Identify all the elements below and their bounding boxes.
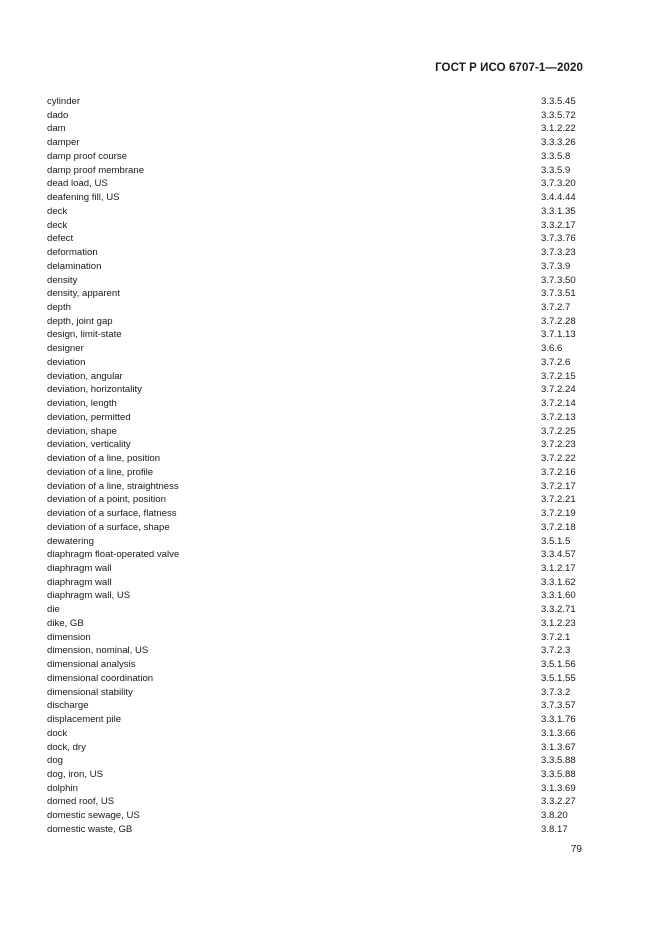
entry-ref: 3.8.17 [541, 823, 568, 835]
entry-ref: 3.7.2.21 [541, 494, 576, 506]
entry-term: dock, dry [47, 741, 86, 753]
standard-header: ГОСТ Р ИСО 6707-1—2020 [435, 62, 583, 74]
index-entry [47, 795, 578, 809]
entry-ref: 3.7.3.57 [541, 700, 576, 712]
entry-term: dolphin [47, 782, 78, 794]
index-entry [47, 246, 578, 260]
index-entry [47, 686, 578, 700]
entry-term: deviation, length [47, 398, 117, 410]
entry-term: dike, GB [47, 617, 84, 629]
entry-ref: 3.7.2.1 [541, 631, 571, 643]
index-entry [47, 589, 578, 603]
index-entry [47, 232, 578, 246]
index-entry [47, 493, 578, 507]
index-entry [47, 507, 578, 521]
entry-term: deviation, permitted [47, 411, 131, 423]
entry-ref: 3.1.3.67 [541, 741, 576, 753]
entry-term: displacement pile [47, 714, 122, 726]
entry-term: deck [47, 219, 68, 231]
entry-ref: 3.7.2.24 [541, 384, 576, 396]
index-entry [47, 397, 578, 411]
index-entry [47, 535, 578, 549]
entry-term: depth, joint gap [47, 315, 113, 327]
index-entry [47, 109, 578, 123]
entry-term: density [47, 274, 78, 286]
entry-term: dimensional coordination [47, 672, 154, 684]
entry-term: design, limit-state [47, 329, 122, 341]
entry-ref: 3.7.3.2 [541, 686, 571, 698]
entry-ref: 3.7.3.51 [541, 288, 576, 300]
entry-term: dock [47, 727, 68, 739]
index-entry [47, 342, 578, 356]
entry-term: diaphragm float-operated valve [47, 549, 180, 561]
entry-ref: 3.3.1.60 [541, 590, 576, 602]
entry-term: deviation, horizontality [47, 384, 142, 396]
entry-ref: 3.1.2.22 [541, 123, 576, 135]
entry-term: dam [47, 123, 66, 135]
index-entry [47, 672, 578, 686]
entry-ref: 3.7.2.23 [541, 439, 576, 451]
entry-ref: 3.6.6 [541, 343, 563, 355]
entry-term: dead load, US [47, 178, 108, 190]
index-entry [47, 370, 578, 384]
index-entry [47, 150, 578, 164]
entry-term: designer [47, 343, 84, 355]
entry-ref: 3.7.2.18 [541, 521, 576, 533]
entry-ref: 3.7.2.3 [541, 645, 571, 657]
entry-ref: 3.7.3.9 [541, 260, 571, 272]
index-entry [47, 562, 578, 576]
entry-term: deviation, verticality [47, 439, 131, 451]
index-entry [47, 95, 578, 109]
index-entry [47, 425, 578, 439]
entry-ref: 3.3.5.45 [541, 96, 576, 107]
index-entry [47, 205, 578, 219]
index-entry [47, 452, 578, 466]
entry-ref: 3.3.1.62 [541, 576, 576, 588]
entry-ref: 3.7.3.20 [541, 178, 576, 190]
index-entry [47, 383, 578, 397]
entry-term: dimension, nominal, US [47, 645, 149, 657]
entry-ref: 3.7.2.25 [541, 425, 576, 437]
index-entry [47, 699, 578, 713]
entry-term: damper [47, 137, 80, 149]
index-entry [47, 301, 578, 315]
entry-ref: 3.3.1.76 [541, 714, 576, 726]
entry-term: defect [47, 233, 74, 245]
entry-ref: 3.3.5.88 [541, 755, 576, 767]
index-entry [47, 260, 578, 274]
entry-ref: 3.7.2.22 [541, 453, 576, 465]
index-entry [47, 576, 578, 590]
entry-term: domed roof, US [47, 796, 115, 808]
entry-term: dog [47, 755, 64, 767]
entry-ref: 3.3.4.57 [541, 549, 576, 561]
index-entry [47, 727, 578, 741]
entry-ref: 3.1.3.66 [541, 727, 576, 739]
entry-ref: 3.3.2.27 [541, 796, 576, 808]
index-entry [47, 438, 578, 452]
index-entry [47, 122, 578, 136]
entry-ref: 3.5.1.5 [541, 535, 571, 547]
entry-ref: 3.5.1.56 [541, 659, 576, 671]
entry-ref: 3.1.2.23 [541, 617, 576, 629]
entry-ref: 3.7.2.19 [541, 508, 576, 520]
index-entry [47, 219, 578, 233]
index-list [47, 95, 578, 837]
entry-term: density, apparent [47, 288, 120, 300]
entry-ref: 3.7.2.7 [541, 302, 571, 314]
entry-term: deviation of a line, position [47, 453, 161, 465]
index-entry [47, 191, 578, 205]
entry-ref: 3.3.2.71 [541, 604, 576, 616]
entry-term: deviation of a point, position [47, 494, 166, 506]
entry-ref: 3.1.3.69 [541, 782, 576, 794]
entry-term: damp proof course [47, 150, 127, 162]
entry-ref: 3.3.5.8 [541, 150, 571, 162]
entry-term: depth [47, 302, 72, 314]
index-entry [47, 768, 578, 782]
entry-ref: 3.7.2.17 [541, 480, 576, 492]
entry-term: delamination [47, 260, 102, 272]
entry-ref: 3.7.3.76 [541, 233, 576, 245]
index-entry [47, 274, 578, 288]
entry-ref: 3.7.2.14 [541, 398, 576, 410]
entry-term: dewatering [47, 535, 94, 547]
index-entry [47, 809, 578, 823]
entry-term: discharge [47, 700, 89, 712]
entry-term: damp proof membrane [47, 164, 145, 176]
index-entry [47, 782, 578, 796]
entry-ref: 3.3.5.72 [541, 109, 576, 121]
entry-term: deviation, angular [47, 370, 123, 382]
index-entry [47, 658, 578, 672]
index-entry [47, 644, 578, 658]
entry-ref: 3.5.1.55 [541, 672, 576, 684]
entry-term: die [47, 604, 60, 616]
entry-term: dimensional analysis [47, 659, 136, 671]
entry-term: deviation of a surface, shape [47, 521, 170, 533]
entry-term: deviation, shape [47, 425, 117, 437]
index-entry [47, 480, 578, 494]
entry-term: deformation [47, 247, 98, 259]
entry-ref: 3.3.5.88 [541, 768, 576, 780]
entry-ref: 3.7.2.28 [541, 315, 576, 327]
index-entry [47, 713, 578, 727]
entry-ref: 3.7.3.50 [541, 274, 576, 286]
index-entry [47, 521, 578, 535]
entry-term: dog, iron, US [47, 768, 103, 780]
entry-term: deviation of a line, straightness [47, 480, 179, 492]
entry-term: diaphragm wall [47, 562, 112, 574]
entry-ref: 3.7.2.15 [541, 370, 576, 382]
index-entry [47, 411, 578, 425]
index-entry [47, 603, 578, 617]
index-entry [47, 287, 578, 301]
entry-ref: 3.7.2.16 [541, 466, 576, 478]
entry-ref: 3.7.1.13 [541, 329, 576, 341]
entry-ref: 3.1.2.17 [541, 562, 576, 574]
entry-ref: 3.7.2.6 [541, 356, 571, 368]
entry-term: deck [47, 205, 68, 217]
entry-term: diaphragm wall, US [47, 590, 131, 602]
entry-term: deviation of a surface, flatness [47, 508, 177, 520]
index-entry [47, 315, 578, 329]
entry-term: dimensional stability [47, 686, 133, 698]
entry-term: deviation of a line, profile [47, 466, 154, 478]
entry-ref: 3.3.5.9 [541, 164, 571, 176]
index-entry [47, 466, 578, 480]
index-entry [47, 754, 578, 768]
index-entry [47, 164, 578, 178]
entry-term: domestic waste, GB [47, 823, 133, 835]
entry-term: domestic sewage, US [47, 810, 140, 822]
page-number: 79 [570, 844, 582, 855]
entry-ref: 3.3.3.26 [541, 137, 576, 149]
index-entry [47, 328, 578, 342]
entry-term: dimension [47, 631, 91, 643]
entry-ref: 3.8.20 [541, 810, 568, 822]
entry-ref: 3.3.2.17 [541, 219, 576, 231]
entry-ref: 3.4.4.44 [541, 192, 576, 204]
index-entry [47, 631, 578, 645]
index-entry [47, 741, 578, 755]
index-entry [47, 136, 578, 150]
entry-term: diaphragm wall [47, 576, 112, 588]
entry-term: cylinder [47, 96, 81, 107]
index-entry [47, 823, 578, 837]
entry-term: deviation [47, 356, 86, 368]
entry-ref: 3.7.2.13 [541, 411, 576, 423]
index-entry [47, 617, 578, 631]
entry-term: deafening fill, US [47, 192, 120, 204]
entry-term: dado [47, 109, 69, 121]
entry-ref: 3.7.3.23 [541, 247, 576, 259]
index-entry [47, 356, 578, 370]
index-entry [47, 177, 578, 191]
index-entry [47, 548, 578, 562]
entry-ref: 3.3.1.35 [541, 205, 576, 217]
